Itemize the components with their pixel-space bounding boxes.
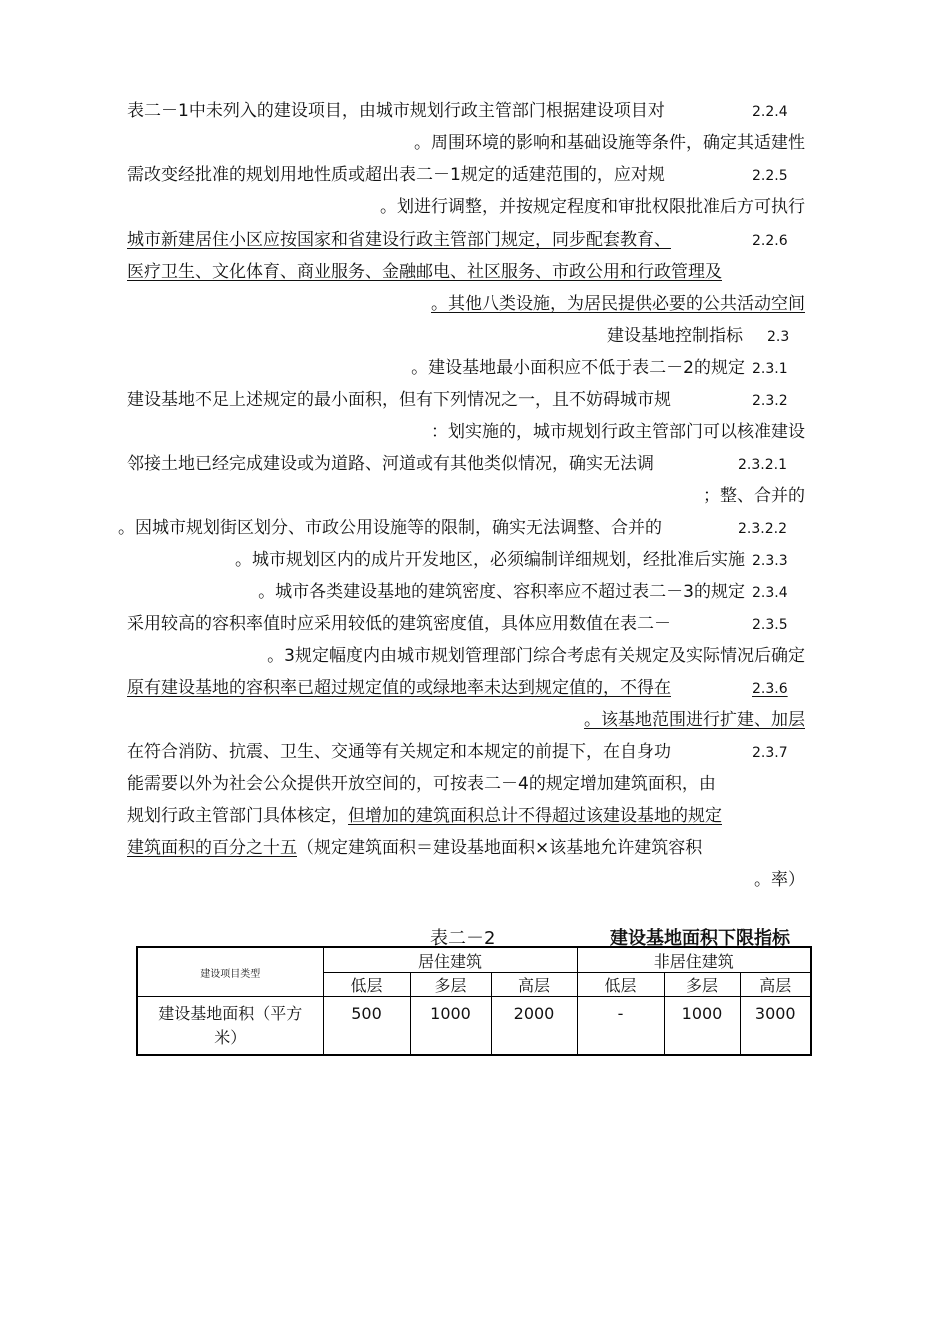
text-line: 医疗卫生、文化体育、商业服务、金融邮电、社区服务、市政公用和行政管理及 <box>127 262 722 282</box>
text-line: 。该基地范围进行扩建、加层 <box>584 710 805 730</box>
text-line: 。城市各类建设基地的建筑密度、容积率应不超过表二－3的规定 <box>258 582 745 602</box>
text-line: 邻接土地已经完成建设或为道路、河道或有其他类似情况，确实无法调 <box>127 454 654 474</box>
text-line: 采用较高的容积率值时应采用较低的建筑密度值，具体应用数值在表二－ <box>127 614 671 634</box>
text-underlined: 建筑面积的百分之十五 <box>127 838 297 858</box>
table-label: 表二－2 <box>430 928 496 949</box>
clause-number: 2.2.4 <box>752 104 788 120</box>
clause-number: 2.3.1 <box>752 361 788 377</box>
text-line: 。城市规划区内的成片开发地区，必须编制详细规划，经批准后实施 <box>235 550 745 570</box>
clause-number: 2.3 <box>767 329 790 345</box>
clause-number: 2.3.2.1 <box>738 457 787 473</box>
clause-number: 2.3.7 <box>752 745 788 761</box>
value-cell: - <box>577 997 664 1056</box>
clause-number: 2.3.3 <box>752 553 788 569</box>
text-line <box>127 805 722 827</box>
text-plain: （规定建筑面积＝建设基地面积×该基地允许建筑容积 <box>297 838 703 858</box>
group-header-nonresidential: 非居住建筑 <box>577 947 811 973</box>
sub-header-cell: 高层 <box>491 973 577 997</box>
area-limit-table <box>136 946 812 1056</box>
text-line: 。划进行调整，并按规定程度和审批权限批准后方可执行 <box>380 197 805 217</box>
value-cell: 1000 <box>410 997 491 1056</box>
text-line: 能需要以外为社会公众提供开放空间的，可按表二－4的规定增加建筑面积，由 <box>127 774 716 794</box>
table-row <box>137 997 811 1056</box>
text-line: 。率） <box>754 870 805 890</box>
text-line: 在符合消防、抗震、卫生、交通等有关规定和本规定的前提下，在自身功 <box>127 742 671 762</box>
text-line: 城市新建居住小区应按国家和省建设行政主管部门规定，同步配套教育、 <box>127 230 671 250</box>
text-line <box>127 837 702 859</box>
text-line: ：划实施的，城市规划行政主管部门可以核准建设 <box>431 422 805 442</box>
text-line: 。建设基地最小面积应不低于表二－2的规定 <box>411 358 745 378</box>
text-line: 。3规定幅度内由城市规划管理部门综合考虑有关规定及实际情况后确定 <box>267 646 805 666</box>
type-header-cell: 建设项目类型 <box>137 947 323 997</box>
text-line: 原有建设基地的容积率已超过规定值的或绿地率未达到规定值的，不得在 <box>127 678 671 698</box>
text-line: ；整、合并的 <box>703 486 805 506</box>
text-line: 表二－1中未列入的建设项目，由城市规划行政主管部门根据建设项目对 <box>127 101 665 121</box>
value-cell: 2000 <box>491 997 577 1056</box>
text-underlined: 但增加的建筑面积总计不得超过该建设基地的规定 <box>348 806 722 826</box>
section-heading: 建设基地控制指标 <box>607 326 743 346</box>
clause-number: 2.3.4 <box>752 585 788 601</box>
sub-header-cell: 低层 <box>323 973 410 997</box>
clause-number: 2.2.6 <box>752 233 788 249</box>
group-header-residential: 居住建筑 <box>323 947 577 973</box>
text-plain: 规划行政主管部门具体核定， <box>127 806 348 826</box>
value-cell: 1000 <box>664 997 740 1056</box>
clause-number: 2.3.2.2 <box>738 521 787 537</box>
text-line: 。周围环境的影响和基础设施等条件，确定其适建性 <box>414 133 805 153</box>
sub-header-cell: 多层 <box>410 973 491 997</box>
value-cell: 3000 <box>740 997 811 1056</box>
value-cell: 500 <box>323 997 410 1056</box>
clause-number: 2.3.2 <box>752 393 788 409</box>
text-line: 建设基地不足上述规定的最小面积，但有下列情况之一，且不妨碍城市规 <box>127 390 671 410</box>
clause-number: 2.3.5 <box>752 617 788 633</box>
sub-header-cell: 低层 <box>577 973 664 997</box>
text-line: 需改变经批准的规划用地性质或超出表二－1规定的适建范围的，应对规 <box>127 165 665 185</box>
clause-number: 2.2.5 <box>752 168 788 184</box>
sub-header-cell: 高层 <box>740 973 811 997</box>
sub-header-cell: 多层 <box>664 973 740 997</box>
text-line: 。其他八类设施，为居民提供必要的公共活动空间 <box>431 294 805 314</box>
table-title: 建设基地面积下限指标 <box>610 928 790 949</box>
text-line: 。因城市规划街区划分、市政公用设施等的限制，确实无法调整、合并的 <box>118 518 662 538</box>
row-label-cell: 建设基地面积（平方米） <box>137 997 323 1056</box>
clause-number: 2.3.6 <box>752 681 788 697</box>
